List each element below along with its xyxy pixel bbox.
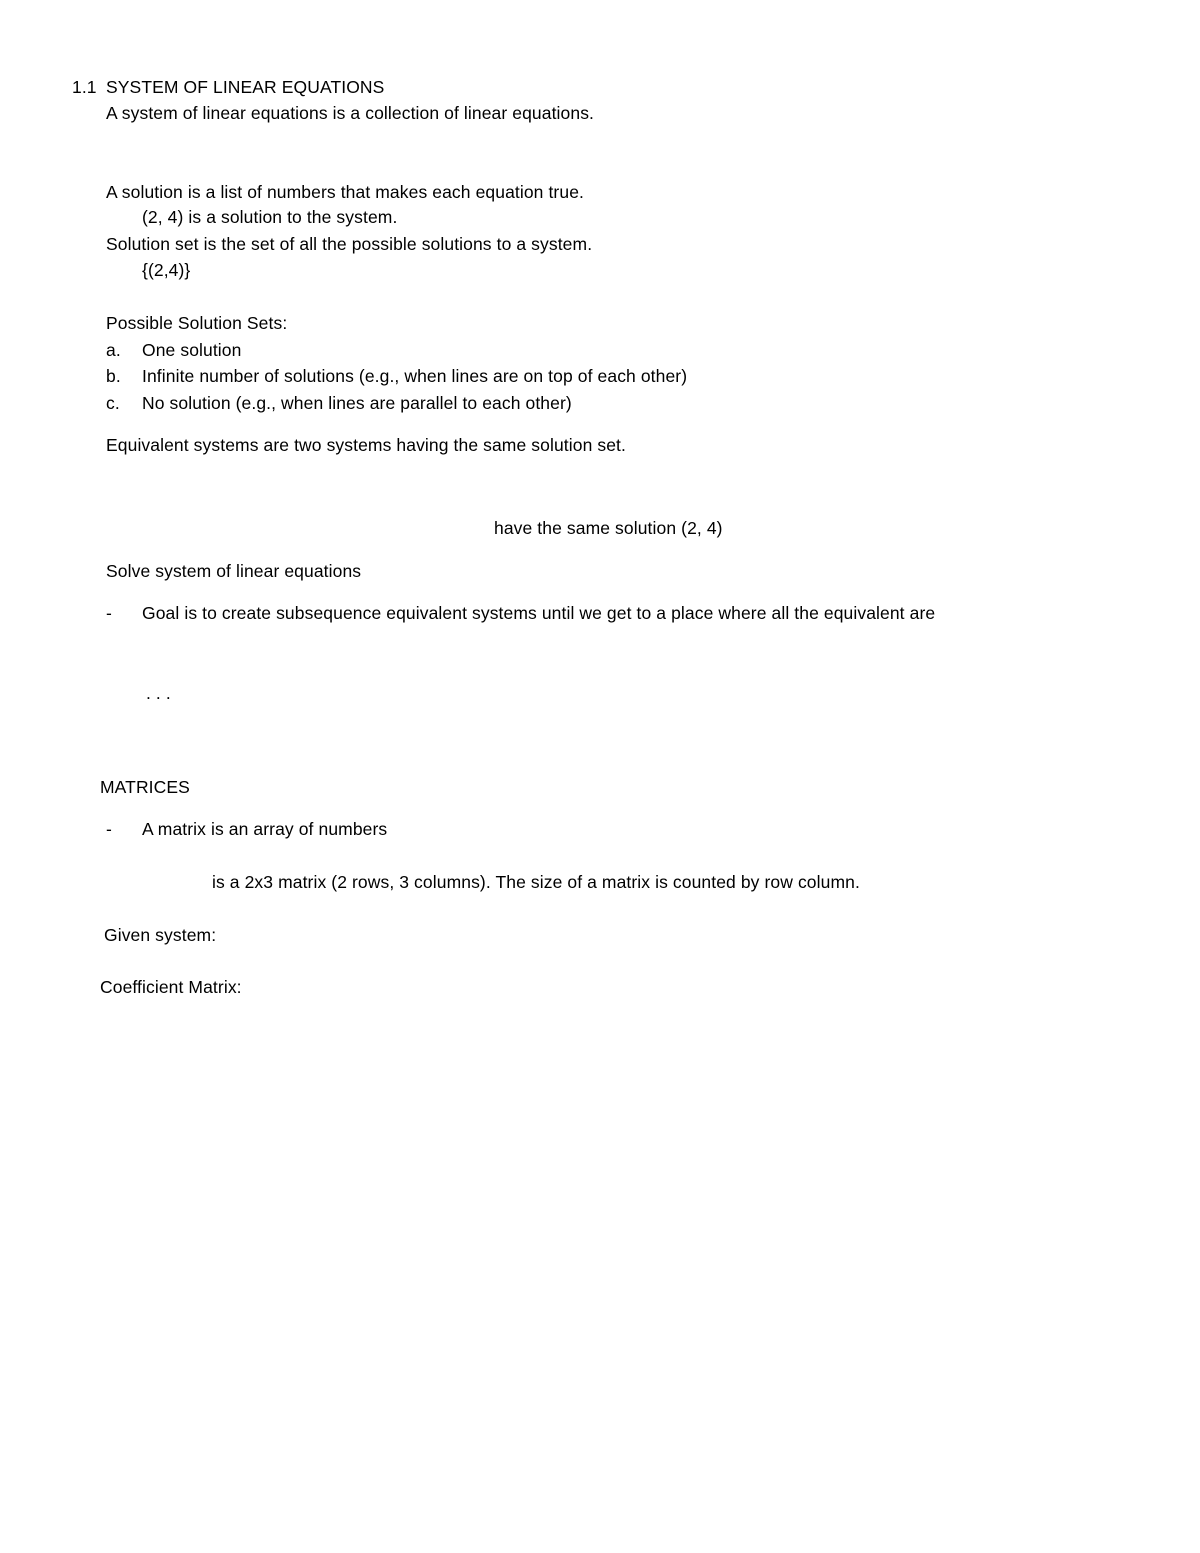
possible-solution-sets-heading: Possible Solution Sets: (106, 313, 288, 333)
matrix-definition: A matrix is an array of numbers (142, 819, 388, 839)
bullet-dash: - (106, 819, 112, 839)
ellipsis: . . . (146, 683, 171, 703)
list-item: Infinite number of solutions (e.g., when lines are on top of each other) (142, 366, 688, 386)
matrices-heading: MATRICES (100, 777, 190, 797)
bullet-dash: - (106, 603, 112, 623)
list-item: No solution (e.g., when lines are parallel to each other) (142, 393, 572, 413)
list-item-marker: b. (106, 366, 121, 386)
given-system-label: Given system: (104, 925, 217, 945)
solution-set-example: {(2,4)} (142, 260, 191, 280)
coefficient-matrix-label: Coefficient Matrix: (100, 977, 242, 997)
list-item-marker: a. (106, 340, 121, 360)
solve-goal: Goal is to create subsequence equivalent systems until we get to a place where all the equivalent are (142, 603, 936, 623)
equivalent-note: have the same solution (2, 4) (494, 518, 723, 538)
section-number: 1.1 (72, 77, 97, 97)
list-item-marker: c. (106, 393, 120, 413)
list-item: One solution (142, 340, 242, 360)
equivalent-definition: Equivalent systems are two systems having the same solution set. (106, 435, 626, 455)
solution-set-definition: Solution set is the set of all the possible solutions to a system. (106, 234, 593, 254)
matrix-size-note: is a 2x3 matrix (2 rows, 3 columns). The size of a matrix is counted by row column. (212, 872, 860, 892)
solve-heading: Solve system of linear equations (106, 561, 362, 581)
system-definition: A system of linear equations is a collection of linear equations. (106, 103, 595, 123)
solution-example: (2, 4) is a solution to the system. (142, 207, 398, 227)
section-title: SYSTEM OF LINEAR EQUATIONS (106, 77, 385, 97)
solution-definition: A solution is a list of numbers that makes each equation true. (106, 182, 584, 202)
